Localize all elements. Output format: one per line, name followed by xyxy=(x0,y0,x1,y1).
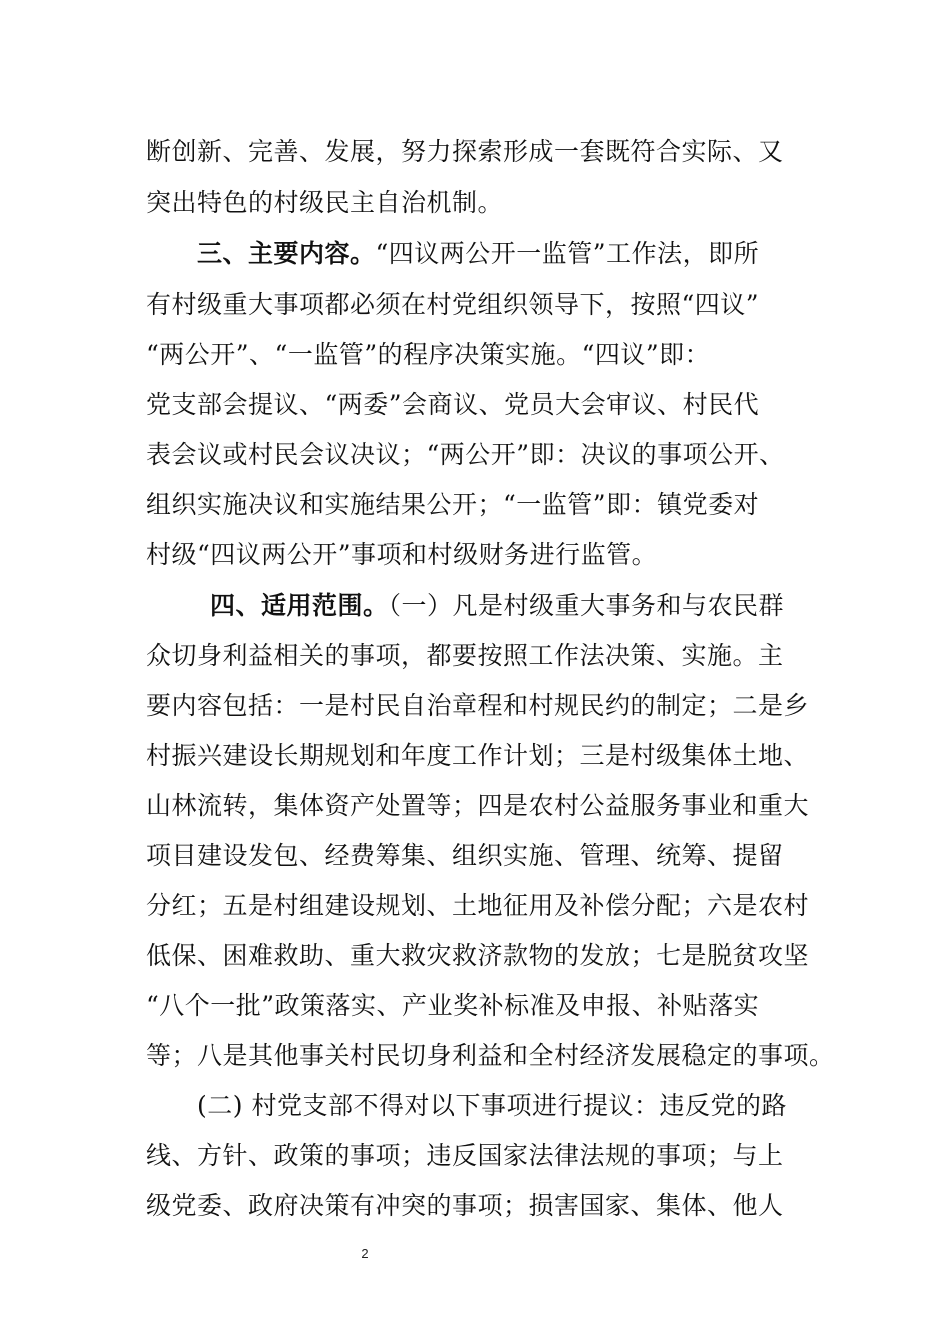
body-text-line: 要内容包括：一是村民自治章程和村规民约的制定；二是乡 xyxy=(146,691,810,720)
body-text-line: 组织实施决议和实施结果公开；“一监管”即：镇党委对 xyxy=(146,490,760,519)
body-text-line: 线、方针、政策的事项；违反国家法律法规的事项；与上 xyxy=(146,1141,784,1170)
body-text-line: 突出特色的村级民主自治机制。 xyxy=(146,188,504,217)
body-text-line: 等；八是其他事关村民切身利益和全村经济发展稳定的事项。 xyxy=(146,1041,835,1070)
body-text: （一）凡是村级重大事务和与农民群 xyxy=(388,591,785,620)
body-text-line: 山林流转，集体资产处置等；四是农村公益服务事业和重大 xyxy=(146,791,810,820)
body-text-line: 党支部会提议、“两委”会商议、党员大会审议、村民代 xyxy=(146,390,760,419)
body-text-line: 级党委、政府决策有冲突的事项；损害国家、集体、他人 xyxy=(146,1191,784,1220)
body-text-line: 低保、困难救助、重大救灾救济款物的发放；七是脱贫攻坚 xyxy=(146,941,810,970)
section-heading: 四、适用范围。 xyxy=(210,591,389,620)
subsection-two-line: (二) 村党支部不得对以下事项进行提议：违反党的路 xyxy=(197,1091,787,1120)
body-text-line: 断创新、完善、发展，努力探索形成一套既符合实际、又 xyxy=(146,137,784,166)
body-text-line: 表会议或村民会议决议；“两公开”即：决议的事项公开、 xyxy=(146,440,785,469)
section-three-line xyxy=(197,238,759,270)
body-text-line: 村振兴建设长期规划和年度工作计划；三是村级集体土地、 xyxy=(146,741,810,770)
body-text-line: 项目建设发包、经费筹集、组织实施、管理、统筹、提留 xyxy=(146,841,784,870)
body-text: “四议两公开一监管”工作法，即所 xyxy=(375,239,760,268)
page-number: 2 xyxy=(361,1246,369,1261)
body-text-line: 众切身利益相关的事项，都要按照工作法决策、实施。主 xyxy=(146,641,784,670)
body-text-line: 有村级重大事项都必须在村党组织领导下，按照“四议” xyxy=(146,290,760,319)
body-text-line: 村级“四议两公开”事项和村级财务进行监管。 xyxy=(146,540,658,569)
section-four-line xyxy=(210,590,784,622)
body-text-line: 分红；五是村组建设规划、土地征用及补偿分配；六是农村 xyxy=(146,891,810,920)
body-text-line: “两公开”、“一监管”的程序决策实施。“四议”即： xyxy=(146,340,711,369)
body-text-line: “八个一批”政策落实、产业奖补标准及申报、补贴落实 xyxy=(146,991,760,1020)
section-heading: 三、主要内容。 xyxy=(197,239,376,268)
